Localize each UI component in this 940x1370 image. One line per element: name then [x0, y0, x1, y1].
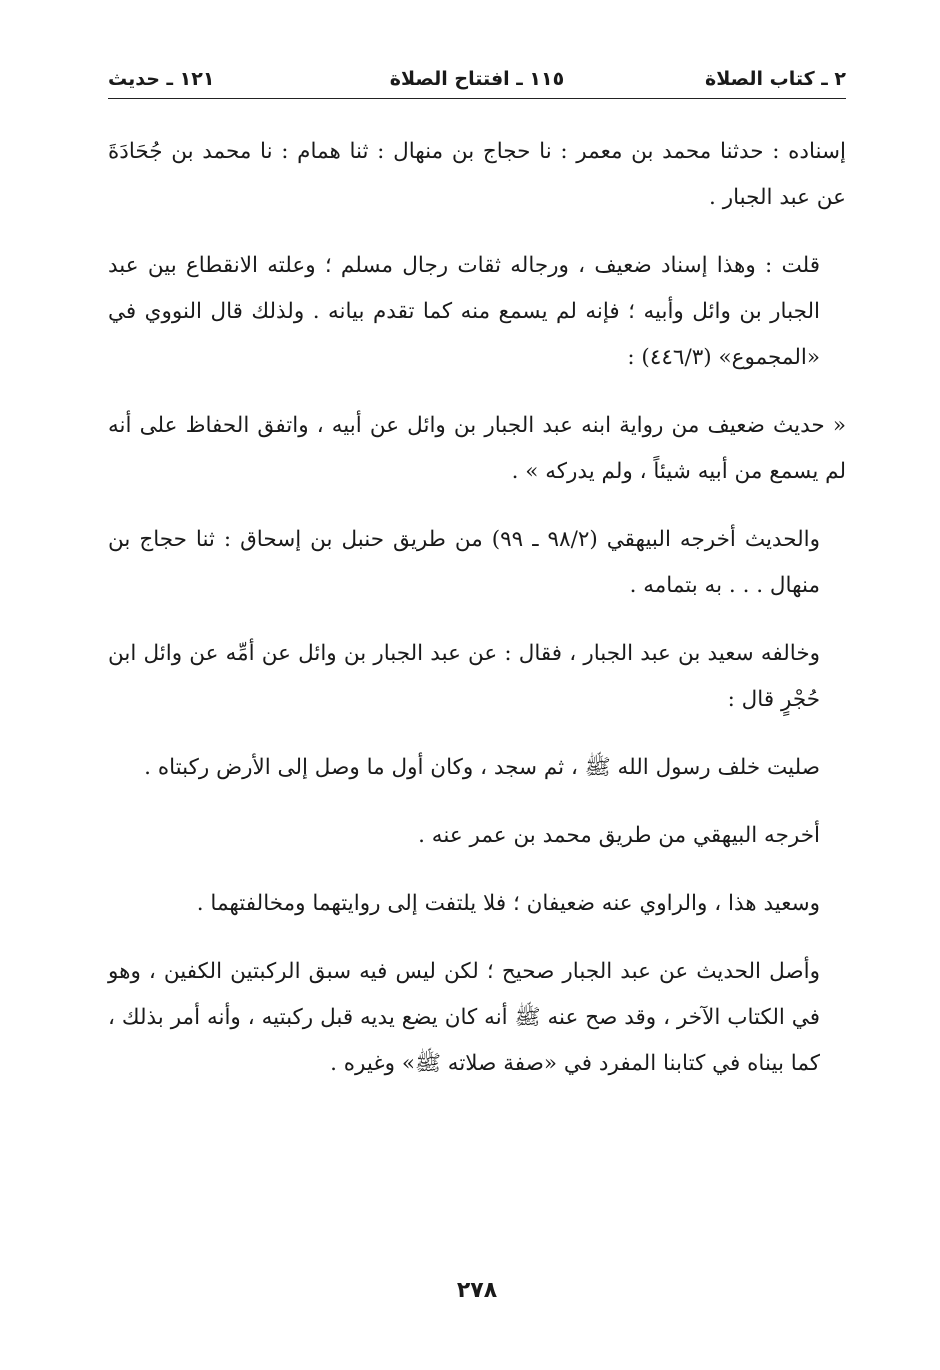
header-hadith-number: ١٢١ ـ حديث [108, 68, 215, 90]
paragraph-nawawi-quote: « حديث ضعيف من رواية ابنه عبد الجبار بن وائل عن أبيه ، واتفق الحفاظ على أنه لم يسمع من أبيه شيئاً ، ولم يدركه » . [108, 413, 846, 484]
paragraph-weakness-note: وسعيد هذا ، والراوي عنه ضعيفان ؛ فلا يلتفت إلى روايتهما ومخالفتهما . [196, 891, 820, 916]
paragraph-contrary-narration: وخالفه سعيد بن عبد الجبار ، فقال : عن عبد الجبار بن وائل عن أمِّه عن وائل ابن حُجْرٍ قال : [108, 641, 820, 712]
paragraph-bayhaqi-takhrij: والحديث أخرجه البيهقي (٩٨/٢ ـ ٩٩) من طريق حنبل بن إسحاق : ثنا حجاج بن منهال . . . به بتمامه . [108, 527, 820, 598]
running-header [108, 62, 846, 99]
paragraph-bayhaqi-source: أخرجه البيهقي من طريق محمد بن عمر عنه . [418, 823, 820, 848]
page-body [108, 129, 846, 1087]
paragraph-conclusion: وأصل الحديث عن عبد الجبار صحيح ؛ لكن ليس فيه سبق الركبتين الكفين ، وهو في الكتاب الآخر ، وقد صح عنه ﷺ أنه كان يضع يديه قبل ركبتيه ، وأنه أمر بذلك ، كما بيناه في كتابنا المفرد في «صفة صلاته ﷺ» وغيره . [108, 959, 820, 1076]
paragraph-commentary: قلت : وهذا إسناد ضعيف ، ورجاله ثقات رجال مسلم ؛ وعلته الانقطاع بين عبد الجبار بن وائل وأبيه ؛ فإنه لم يسمع منه كما تقدم بيانه . ولذلك قال النووي في «المجموع» (٤٤٦/٣) : [108, 253, 820, 370]
paragraph-hadith-text: صليت خلف رسول الله ﷺ ، ثم سجد ، وكان أول ما وصل إلى الأرض ركبتاه . [144, 755, 820, 780]
header-chapter-title: ١١٥ ـ افتتاح الصلاة [389, 68, 565, 90]
book-page [108, 62, 846, 1322]
page-number: ٢٧٨ [456, 1278, 498, 1303]
header-book-title: ٢ ـ كتاب الصلاة [705, 68, 846, 90]
paragraph-isnad: إسناده : حدثنا محمد بن معمر : نا حجاج بن منهال : ثنا همام : نا محمد بن جُحَادَةَ عن عبد الجبار . [108, 139, 846, 210]
